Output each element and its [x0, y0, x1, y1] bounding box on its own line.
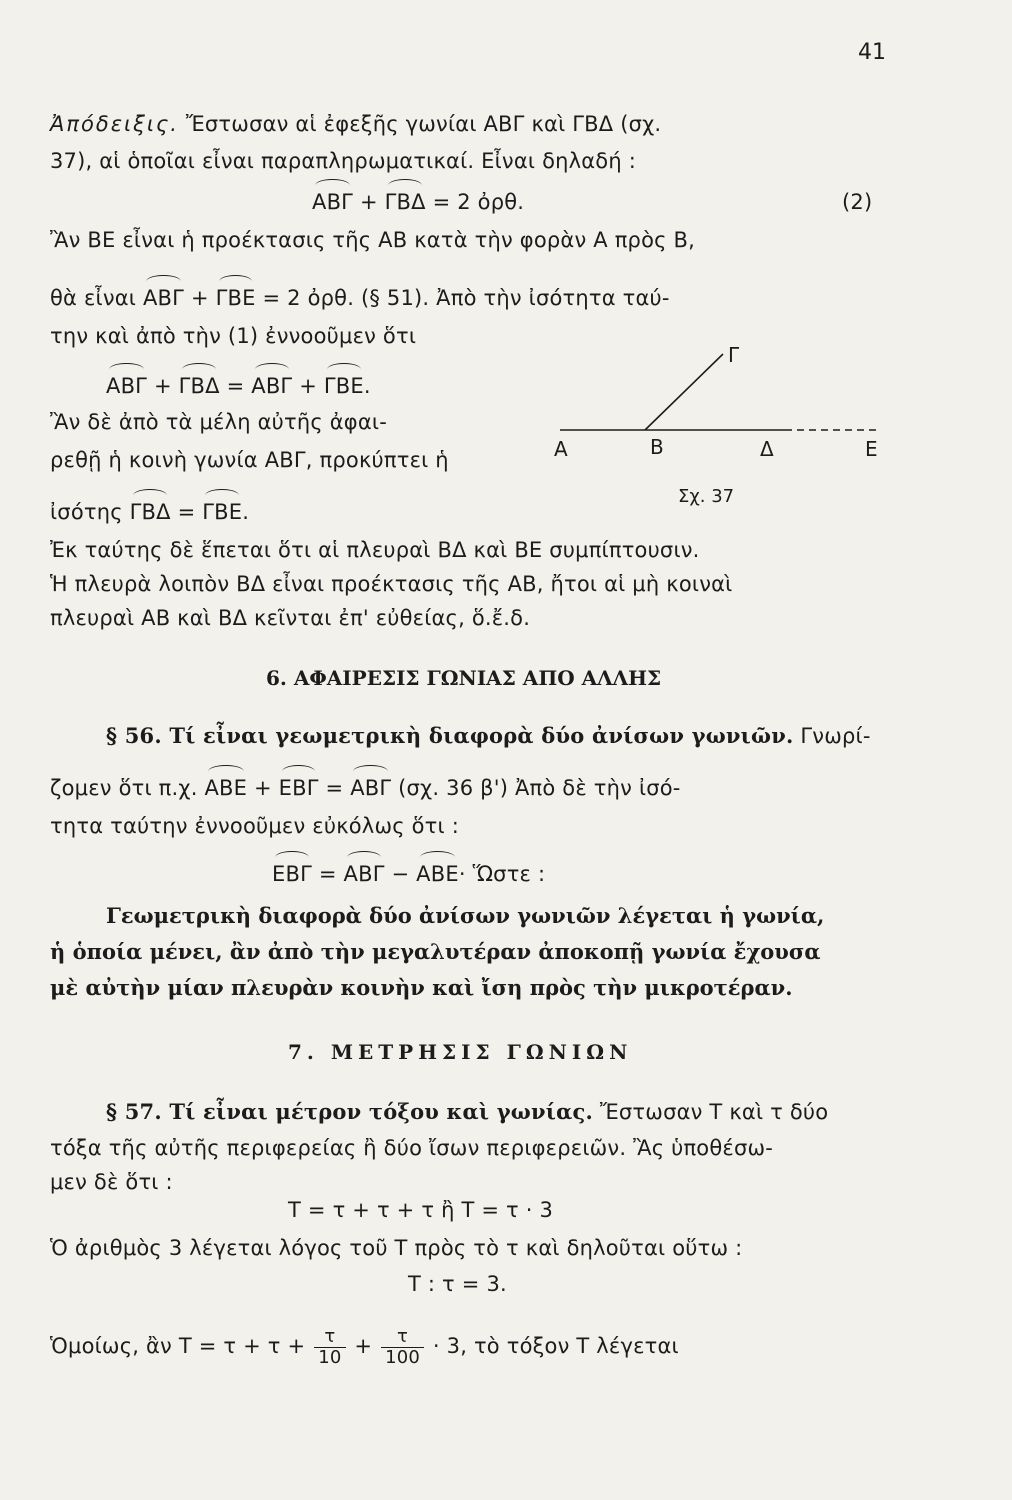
section-7-heading: 7. ΜΕΤΡΗΣΙΣ ΓΩΝΙΩΝ: [288, 1040, 633, 1064]
label-d: Δ: [760, 437, 774, 461]
equation-number: (2): [842, 190, 873, 214]
definition-line-2: ἡ ὁποία μένει, ἂν ἀπὸ τὴν μεγαλυτέραν ἀποκοπῇ γωνία ἔχουσα: [50, 939, 821, 964]
s6-equation: ΕΒΓ = ΑΒΓ − ΑΒΕ· Ὥστε :: [272, 862, 546, 886]
label-e: Ε: [865, 437, 878, 461]
s7-equation-1: Τ = τ + τ + τ ἢ Τ = τ · 3: [288, 1198, 554, 1222]
figure-caption: Σχ. 37: [678, 486, 735, 507]
figure-37: [540, 340, 900, 520]
proof-line-2: 37), αἱ ὁποῖαι εἶναι παραπληρωματικαί. Εἶναι δηλαδή :: [50, 149, 637, 173]
s6-line-3: τητα ταύτην ἐννοοῦμεν εὐκόλως ὅτι :: [50, 814, 459, 838]
proof-line-10: ἰσότης ΓΒΔ = ΓΒΕ.: [50, 500, 250, 524]
proof-line-12: Ἡ πλευρὰ λοιπὸν ΒΔ εἶναι προέκτασις τῆς ΑΒ, ἤτοι αἱ μὴ κοιναὶ: [50, 572, 733, 596]
s7-line-3: μεν δὲ ὅτι :: [50, 1170, 173, 1194]
paragraph-title: Τί εἶναι μέτρον τόξου καὶ γωνίας.: [161, 1099, 593, 1124]
proof-line-13: πλευραὶ ΑΒ καὶ ΒΔ κεῖνται ἐπ' εὐθείας, ὅ.ἔ.δ.: [50, 606, 531, 630]
proof-line-6: την καὶ ἀπὸ τὴν (1) ἐννοοῦμεν ὅτι: [50, 324, 417, 348]
s7-line-1: § 57. Τί εἶναι μέτρον τόξου καὶ γωνίας. Ἔστωσαν Τ καὶ τ δύο: [106, 1099, 829, 1124]
angle-abg: ΑΒΓ: [312, 190, 354, 214]
paragraph-number: § 57.: [106, 1099, 162, 1124]
proof-line-4: Ἂν ΒΕ εἶναι ἡ προέκτασις τῆς ΑΒ κατὰ τὴν φορὰν Α πρὸς Β,: [50, 228, 695, 252]
proof-label: Ἀπόδειξις.: [50, 112, 179, 136]
s6-line-1: § 56. Τί εἶναι γεωμετρικὴ διαφορὰ δύο ἀνίσων γωνιῶν. Γνωρί-: [106, 723, 871, 748]
definition-line-1: Γεωμετρικὴ διαφορὰ δύο ἀνίσων γωνιῶν λέγεται ἡ γωνία,: [106, 903, 825, 928]
fraction-tenth: $\frac{\tau}{10}$: [314, 1327, 345, 1368]
equation-2: ΑΒΓ + ΓΒΔ = 2 ὀρθ.: [312, 190, 525, 214]
paragraph-title: Τί εἶναι γεωμετρικὴ διαφορὰ δύο ἀνίσων γωνιῶν.: [161, 723, 794, 748]
s7-line-2: τόξα τῆς αὐτῆς περιφερείας ἢ δύο ἴσων περιφερειῶν. Ἂς ὑποθέσω-: [50, 1136, 774, 1160]
paragraph-number: § 56.: [106, 723, 162, 748]
s7-equation-2: Τ : τ = 3.: [408, 1272, 507, 1296]
definition-line-3: μὲ αὐτὴν μίαν πλευρὰν κοινὴν καὶ ἴση πρὸς τὴν μικροτέραν.: [50, 975, 793, 1000]
s6-line-2: ζομεν ὅτι π.χ. ΑΒΕ + ΕΒΓ = ΑΒΓ (σχ. 36 β') Ἀπὸ δὲ τὴν ἰσό-: [50, 776, 681, 800]
proof-line-9: ρεθῇ ἡ κοινὴ γωνία ΑΒΓ, προκύπτει ἡ: [50, 448, 449, 472]
proof-line-5: θὰ εἶναι ΑΒΓ + ΓΒΕ = 2 ὀρθ. (§ 51). Ἀπὸ τὴν ἰσότητα ταύ-: [50, 286, 670, 310]
fraction-hundredth: $\frac{\tau}{100}$: [381, 1327, 424, 1368]
page-number: 41: [858, 40, 886, 65]
s7-line-5: Ὁ ἀριθμὸς 3 λέγεται λόγος τοῦ Τ πρὸς τὸ τ καὶ δηλοῦται οὕτω :: [50, 1236, 743, 1260]
proof-line-1: Ἀπόδειξις. Ἔστωσαν αἱ ἐφεξῆς γωνίαι ΑΒΓ καὶ ΓΒΔ (σχ.: [50, 112, 662, 136]
equation-sum: ΑΒΓ + ΓΒΔ = ΑΒΓ + ΓΒΕ.: [106, 374, 371, 398]
s7-last-line: Ὁμοίως, ἂν Τ = τ + τ + $\frac{\tau}{10}$ + $\frac{\tau}{100}$ · 3, τὸ τόξον Τ λέγεται: [50, 1325, 679, 1368]
section-6-heading: 6. ΑΦΑΙΡΕΣΙΣ ΓΩΝΙΑΣ ΑΠΟ ΑΛΛΗΣ: [266, 666, 662, 690]
proof-line-8: Ἂν δὲ ἀπὸ τὰ μέλη αὐτῆς ἀφαι-: [50, 410, 387, 434]
label-b: Β: [650, 435, 664, 459]
proof-line-11: Ἐκ ταύτης δὲ ἕπεται ὅτι αἱ πλευραὶ ΒΔ καὶ ΒΕ συμπίπτουσιν.: [50, 538, 700, 562]
ray-bg: [645, 354, 723, 430]
label-g: Γ: [728, 343, 740, 367]
label-a: Α: [554, 437, 568, 461]
angle-gbd: ΓΒΔ: [384, 190, 426, 214]
